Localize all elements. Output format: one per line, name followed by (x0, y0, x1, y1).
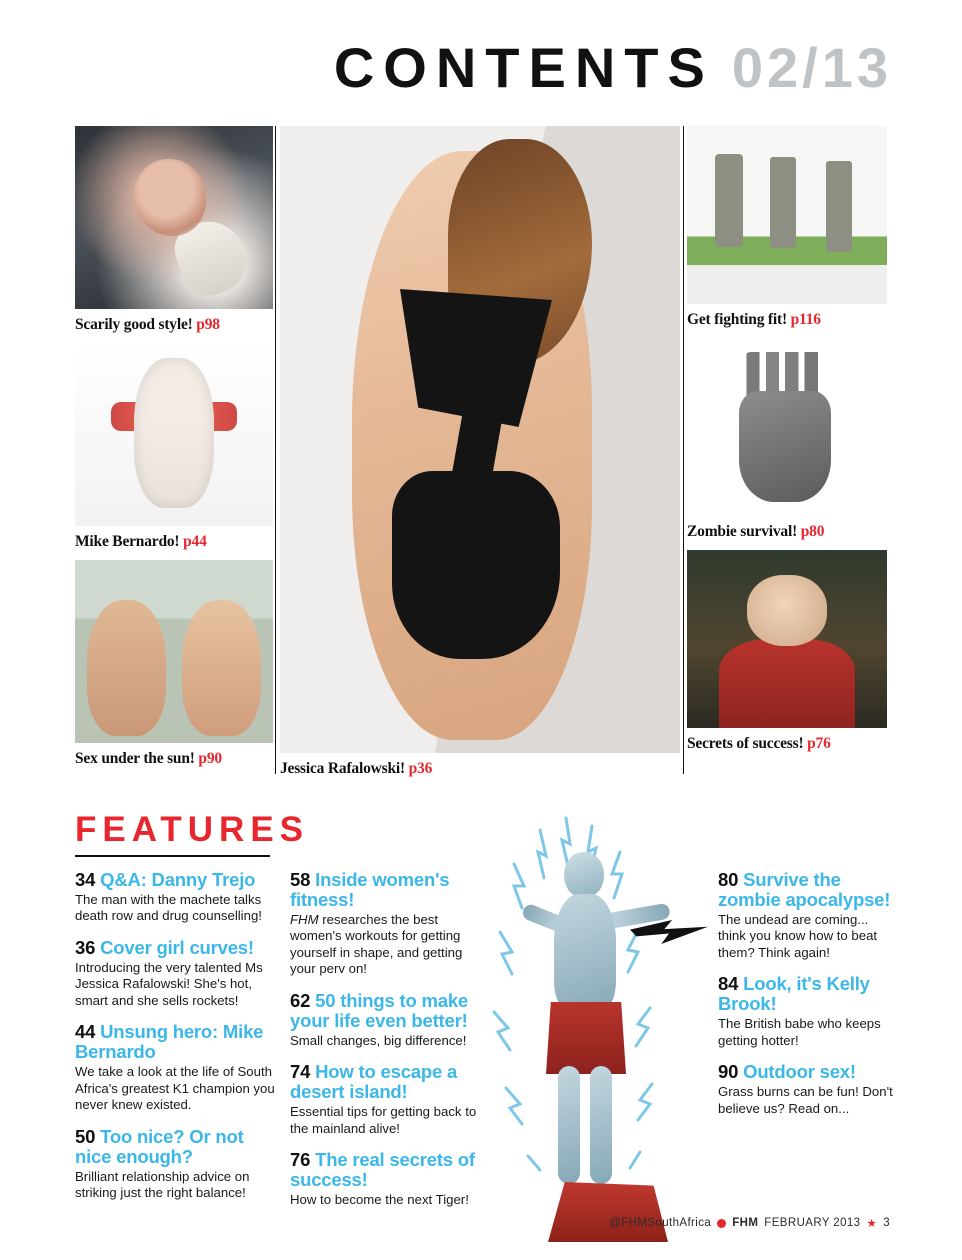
feature-item[interactable] (718, 1062, 896, 1117)
caption-page: p44 (183, 533, 207, 550)
star-icon: ★ (866, 1218, 878, 1230)
illustration-figure (528, 852, 648, 1192)
feature-page-number: 76 (290, 1149, 311, 1171)
caption-page: p36 (408, 760, 433, 777)
feature-page-number: 62 (290, 989, 311, 1011)
photo-caption (687, 304, 887, 338)
beach-photo (75, 560, 273, 743)
features-column-3 (718, 870, 896, 1130)
features-column-1 (75, 870, 277, 1215)
page-header (0, 36, 962, 99)
caption-page: p90 (198, 750, 222, 767)
photo-caption (687, 516, 887, 550)
feature-item[interactable] (718, 974, 896, 1049)
photo-caption (75, 526, 273, 560)
feature-item[interactable] (718, 870, 896, 961)
feature-body: We take a look at the life of South Africa's greatest K1 champion you never knew existed. (75, 1064, 275, 1113)
feature-body: Small changes, big difference! (290, 1032, 467, 1048)
figure-torso (554, 894, 616, 1012)
photo-cell-toy-soldiers[interactable] (687, 126, 887, 338)
zombie-hand-photo (687, 338, 887, 516)
page-footer (609, 1216, 890, 1230)
swimsuit-bottom-shape (392, 471, 560, 659)
feature-body: How to become the next Tiger! (290, 1192, 469, 1208)
feature-title (718, 974, 896, 1014)
feature-title (290, 1062, 482, 1102)
feature-title (290, 870, 482, 910)
caption-text: Zombie survival! (687, 523, 798, 540)
caption-text: Secrets of success! (687, 735, 804, 752)
feature-item[interactable] (75, 938, 277, 1009)
feature-title-text: Unsung hero: Mike Bernardo (75, 1021, 264, 1063)
feature-page-number: 90 (718, 1061, 739, 1083)
photo-cell-fighter[interactable] (75, 126, 273, 343)
feature-page-number: 36 (75, 936, 96, 958)
feature-title-text: How to escape a desert island! (290, 1061, 458, 1103)
cover-girl-photo (280, 126, 680, 753)
fhm-dot-icon (717, 1219, 726, 1228)
fighter-photo (75, 126, 273, 309)
feature-title-text: Too nice? Or not nice enough? (75, 1125, 244, 1167)
feature-page-number: 34 (75, 869, 96, 890)
feature-title (75, 870, 277, 890)
feature-body: Brilliant relationship advice on striking just the right balance! (75, 1168, 250, 1201)
column-divider-left (275, 126, 276, 774)
feature-title (290, 1150, 482, 1190)
feature-title-text: Q&A: Danny Trejo (100, 869, 256, 890)
page-number: 3 (883, 1217, 890, 1229)
photo-grid (75, 126, 887, 776)
feature-page-number: 50 (75, 1125, 96, 1147)
caption-text: Sex under the sun! (75, 750, 195, 767)
figure-leg-right (590, 1066, 612, 1184)
lightning-man-illustration (480, 812, 710, 1242)
brand-name: FHM (732, 1217, 759, 1229)
mozart-portrait-photo (687, 550, 887, 728)
features-divider (75, 855, 270, 857)
feature-item[interactable] (290, 870, 482, 978)
issue-date: FEBRUARY 2013 (764, 1217, 861, 1229)
feature-body: The man with the machete talks death row and drug counselling! (75, 891, 262, 924)
photo-column-right (687, 126, 887, 762)
caption-page: p116 (790, 311, 821, 328)
feature-title-text: Inside women's fitness! (290, 869, 450, 910)
feature-item[interactable] (290, 991, 482, 1049)
feature-title (75, 1022, 277, 1062)
feature-body (290, 912, 482, 978)
feature-body: The British babe who keeps getting hotter! (718, 1016, 881, 1048)
figure-red-cloth (546, 1002, 626, 1074)
photo-column-left (75, 126, 273, 777)
feature-body-text: researches the best women's workouts for getting yourself in shape, and getting your perv on! (290, 911, 463, 977)
figure-head (564, 852, 604, 898)
feature-title-text: Outdoor sex! (743, 1061, 856, 1083)
feature-title (290, 991, 482, 1031)
features-column-2 (290, 870, 482, 1222)
page-title: CONTENTS (333, 36, 714, 99)
caption-page: p76 (807, 735, 831, 752)
feature-item[interactable] (75, 1022, 277, 1113)
feature-item[interactable] (290, 1150, 482, 1208)
social-handle[interactable]: @FHMSouthAfrica (609, 1217, 712, 1229)
column-divider-right (683, 126, 684, 774)
photo-cell-mozart[interactable] (687, 550, 887, 762)
caption-text: Jessica Rafalowski! (280, 760, 405, 777)
caption-page: p98 (196, 316, 220, 333)
feature-page-number: 58 (290, 869, 311, 890)
boxing-doll-photo (75, 343, 273, 526)
feature-page-number: 80 (718, 869, 739, 890)
feature-body: Grass burns can be fun! Don't believe us? Read on... (718, 1084, 893, 1116)
feature-title-text: The real secrets of success! (290, 1149, 475, 1191)
features-heading: FEATURES (75, 810, 310, 849)
photo-caption (75, 743, 273, 777)
feature-page-number: 44 (75, 1021, 96, 1043)
feature-body-emphasis: FHM (290, 911, 319, 927)
figure-leg-left (558, 1066, 580, 1184)
photo-column-middle (280, 126, 680, 787)
photo-cell-beach[interactable] (75, 560, 273, 777)
photo-caption (75, 309, 273, 343)
caption-text: Get fighting fit! (687, 311, 787, 328)
feature-title-text: Look, it's Kelly Brook! (718, 973, 870, 1015)
feature-item[interactable] (75, 870, 277, 925)
photo-caption (687, 728, 887, 762)
feature-page-number: 74 (290, 1061, 311, 1083)
caption-page: p80 (800, 523, 825, 540)
caption-text: Scarily good style! (75, 316, 193, 333)
feature-page-number: 84 (718, 973, 739, 995)
feature-title (75, 938, 277, 958)
feature-title-text: Survive the zombie apocalypse! (718, 869, 891, 910)
photo-cell-cover-girl[interactable] (280, 126, 680, 787)
photo-caption (280, 753, 680, 787)
feature-item[interactable] (290, 1062, 482, 1137)
photo-cell-zombie-hand[interactable] (687, 338, 887, 550)
toy-soldiers-photo (687, 126, 887, 304)
feature-body: The undead are coming... think you know how to beat them? Think again! (718, 911, 878, 960)
feature-title-text: Cover girl curves! (100, 936, 254, 958)
feature-item[interactable] (75, 1127, 277, 1202)
feature-body: Essential tips for getting back to the mainland alive! (290, 1104, 477, 1136)
caption-text: Mike Bernardo! (75, 533, 180, 550)
feature-title (718, 870, 896, 910)
issue-number: 02/13 (731, 36, 892, 99)
figure-rock (548, 1182, 668, 1242)
feature-title (718, 1062, 896, 1082)
feature-title (75, 1127, 277, 1167)
feature-body: Introducing the very talented Ms Jessica Rafalowski! She's hot, smart and she sells rockets! (75, 959, 263, 1008)
feature-title-text: 50 things to make your life even better! (290, 989, 469, 1031)
photo-cell-boxing-doll[interactable] (75, 343, 273, 560)
